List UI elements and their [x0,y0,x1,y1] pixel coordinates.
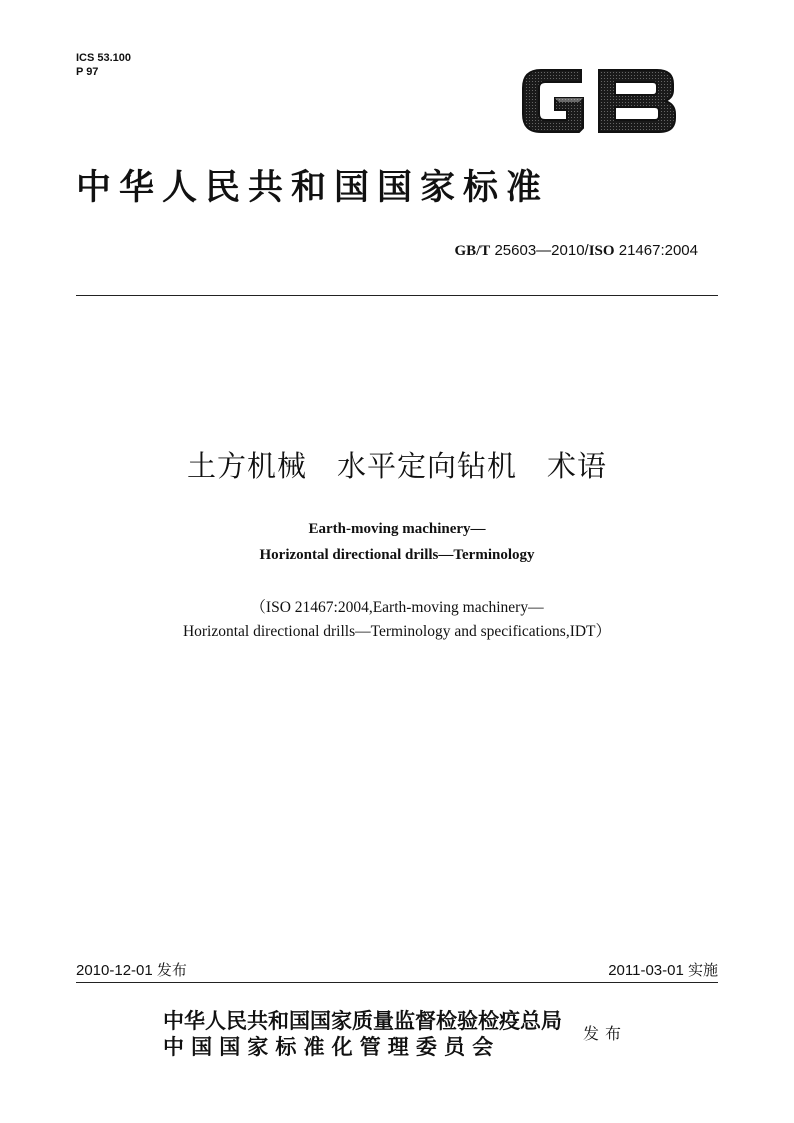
title-english [0,516,794,568]
iso-reference-line-2: Horizontal directional drills—Terminology and specifications,IDT） [182,623,612,640]
title-english-line-1: Earth-moving machinery— [308,521,486,537]
title-chinese: 土方机械 水平定向钻机 术语 [186,449,607,483]
iso-reference [0,596,794,644]
iso-prefix: ISO [588,243,615,259]
ics-code: ICS 53.100 [76,52,132,64]
issuer-aqsiq: 中华人民共和国国家质量监督检验检疫总局 [163,1009,562,1033]
standard-code: 25603—2010/ [490,242,589,259]
ccs-code: P 97 [76,66,99,78]
implementation-date: 2011-03-01 实施 [608,962,718,979]
title-english-line-2: Horizontal directional drills—Terminology [259,547,535,563]
standard-prefix: GB/T [454,243,491,259]
gb-logo-icon [519,62,679,140]
issuer-sac: 中国国家标准化管理委员会 [163,1035,501,1059]
bottom-divider [76,982,718,983]
issuing-authorities [163,1008,562,1060]
iso-code: 21467:2004 [614,242,698,259]
issue-date: 2010-12-01 发布 [76,962,187,979]
national-standard-title: 中华人民共和国国家标准 [76,168,550,208]
classification-codes [76,51,131,79]
standard-number [454,241,698,261]
iso-reference-line-1: （ISO 21467:2004,Earth-moving machinery— [250,599,544,616]
release-label: 发布 [583,1024,628,1043]
top-divider [76,295,718,296]
